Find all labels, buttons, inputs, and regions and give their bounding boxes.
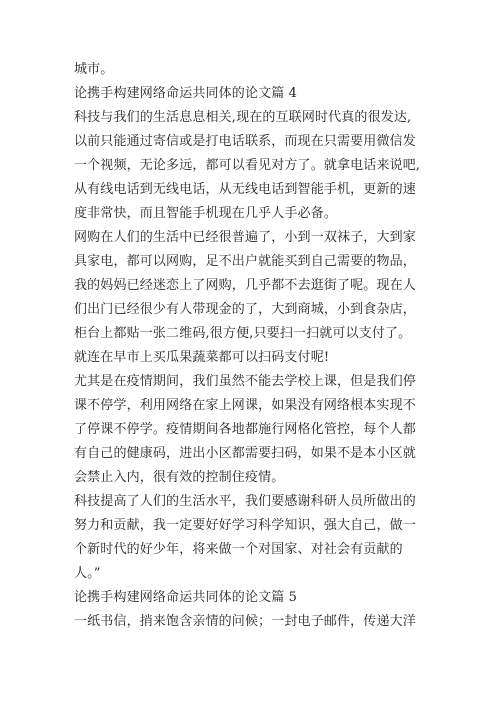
text-line: 以前只能通过寄信或是打电话联系，而现在只需要用微信发 xyxy=(74,134,416,149)
section-heading: 论携手构建网络命运共同体的论文篇 5 xyxy=(74,590,298,605)
text-line: 度非常快，而且智能手机现在几乎人手必备。 xyxy=(74,206,338,221)
text-line: 会禁止入内，很有效的控制住疫情。 xyxy=(74,470,285,485)
text-line: 有自己的健康码，进出小区都需要扫码，如果不是本小区就 xyxy=(74,446,416,461)
text-line: 一个视频，无论多远，都可以看见对方了。就拿电话来说吧, xyxy=(74,158,421,173)
text-line: 努力和贡献，我一定要好好学习科学知识，强大自己，做一 xyxy=(74,518,416,533)
text-line: 柜台上都贴一张二维码,很方便,只要扫一扫就可以支付了。 xyxy=(74,326,412,341)
text-line: 课不停学，利用网络在家上网课，如果没有网络根本实现不 xyxy=(74,398,416,413)
text-line: 了停课不停学。疫情期间各地都施行网格化管控，每个人都 xyxy=(74,422,416,437)
text-line: 从有线电话到无线电话，从无线电话到智能手机，更新的速 xyxy=(74,182,416,197)
text-line: 科技提高了人们的生活水平，我们要感谢科研人员所做出的 xyxy=(74,494,416,509)
text-line: 网购在人们的生活中已经很普遍了，小到一双袜子，大到家 xyxy=(74,230,416,245)
text-line: 具家电，都可以网购，足不出户就能买到自己需要的物品， xyxy=(74,254,416,269)
text-line: 尤其是在疫情期间，我们虽然不能去学校上课，但是我们停 xyxy=(74,374,416,389)
text-line: 人。” xyxy=(74,566,101,581)
text-line: 我的妈妈已经迷恋上了网购，几乎都不去逛街了呢。现在人 xyxy=(74,278,416,293)
text-line: 就连在早市上买瓜果蔬菜都可以扫码支付呢! xyxy=(74,350,330,365)
text-line: 科技与我们的生活息息相关,现在的互联网时代真的很发达, xyxy=(74,110,412,125)
document-body xyxy=(74,58,446,634)
text-line: 一纸书信，捎来饱含亲情的问候；一封电子邮件，传递大洋 xyxy=(74,614,416,629)
text-line: 个新时代的好少年，将来做一个对国家、对社会有贡献的 xyxy=(74,542,403,557)
section-heading: 论携手构建网络命运共同体的论文篇 4 xyxy=(74,86,298,101)
text-line: 们出门已经很少有人带现金的了，大到商城，小到食杂店， xyxy=(74,302,416,317)
text-line: 城市。 xyxy=(74,62,114,77)
